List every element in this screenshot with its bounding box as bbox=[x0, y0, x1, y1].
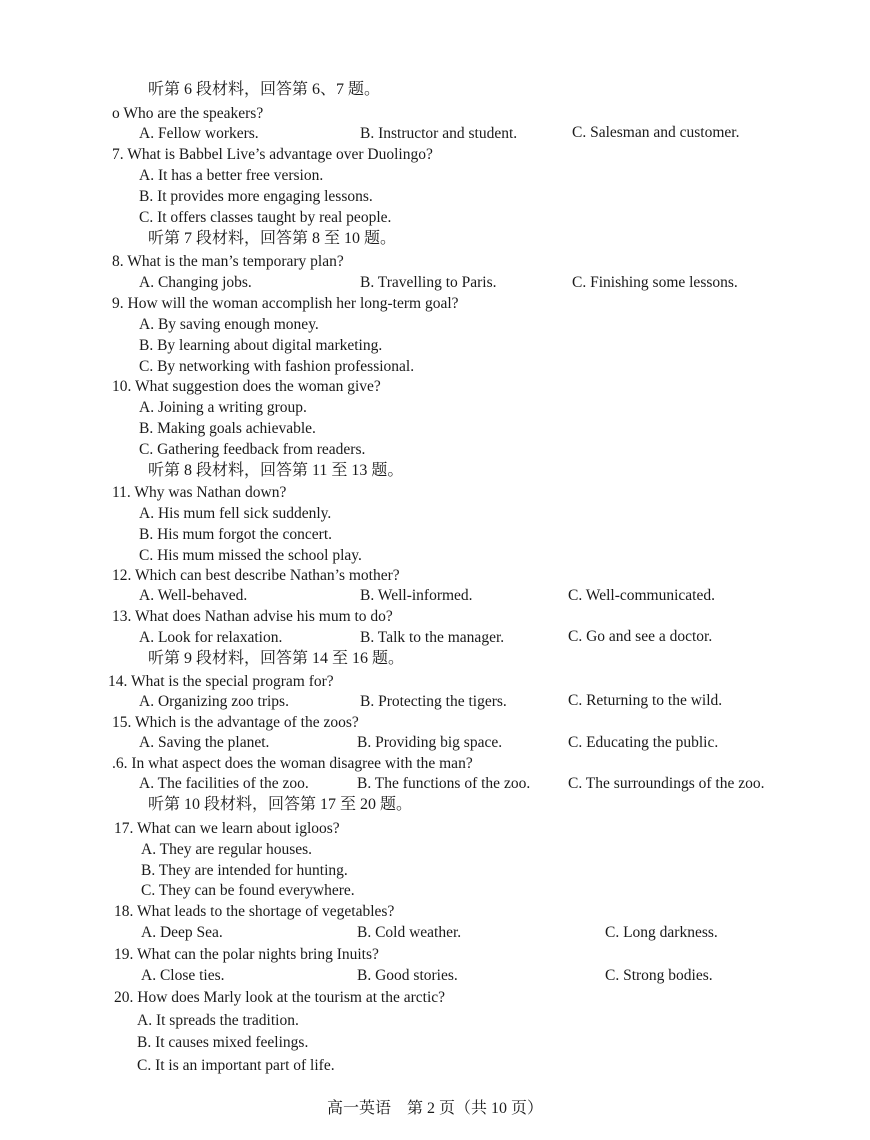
question-text: 15. Which is the advantage of the zoos? bbox=[112, 714, 359, 731]
section-heading: 听第 10 段材料，回答第 17 至 20 题。 bbox=[148, 796, 413, 813]
option-c: C. By networking with fashion professional. bbox=[139, 358, 415, 375]
option-a: A. Well-behaved. bbox=[139, 587, 248, 604]
option-b: B. Providing big space. bbox=[357, 734, 503, 751]
option-c: C. Returning to the wild. bbox=[568, 692, 723, 709]
option-c: C. Gathering feedback from readers. bbox=[139, 441, 366, 458]
option-a: A. Saving the planet. bbox=[139, 734, 270, 751]
option-a: A. Deep Sea. bbox=[141, 924, 223, 941]
option-b: B. It provides more engaging lessons. bbox=[139, 188, 373, 205]
option-b: B. By learning about digital marketing. bbox=[139, 337, 383, 354]
question-text: 18. What leads to the shortage of vegetables? bbox=[114, 903, 395, 920]
question-text: 19. What can the polar nights bring Inuits? bbox=[114, 946, 379, 963]
option-c: C. Well-communicated. bbox=[568, 587, 715, 604]
option-c: C. It is an important part of life. bbox=[137, 1057, 335, 1074]
option-b: B. His mum forgot the concert. bbox=[139, 526, 333, 543]
option-c: C. Go and see a doctor. bbox=[568, 628, 713, 645]
option-a: A. Close ties. bbox=[141, 967, 225, 984]
option-b: B. Talk to the manager. bbox=[360, 629, 505, 646]
option-b: B. Making goals achievable. bbox=[139, 420, 316, 437]
question-text: 12. Which can best describe Nathan’s mother? bbox=[112, 567, 400, 584]
option-a: A. By saving enough money. bbox=[139, 316, 319, 333]
question-text: .6. In what aspect does the woman disagree with the man? bbox=[112, 755, 473, 772]
option-c: C. It offers classes taught by real people. bbox=[139, 209, 392, 226]
option-c: C. Long darkness. bbox=[605, 924, 718, 941]
option-a: A. Joining a writing group. bbox=[139, 399, 307, 416]
option-c: C. His mum missed the school play. bbox=[139, 547, 362, 564]
option-b: B. Protecting the tigers. bbox=[360, 693, 507, 710]
question-text: 10. What suggestion does the woman give? bbox=[112, 378, 381, 395]
option-b: B. Instructor and student. bbox=[360, 125, 518, 142]
option-a: A. Fellow workers. bbox=[139, 125, 259, 142]
page-footer: 高一英语 第 2 页（共 10 页） bbox=[326, 1100, 543, 1117]
section-heading: 听第 8 段材料，回答第 11 至 13 题。 bbox=[148, 462, 404, 479]
question-text: 17. What can we learn about igloos? bbox=[114, 820, 340, 837]
option-c: C. Finishing some lessons. bbox=[572, 274, 738, 291]
option-b: B. Well-informed. bbox=[360, 587, 473, 604]
section-heading: 听第 6 段材料，回答第 6、7 题。 bbox=[148, 81, 381, 98]
question-text: 7. What is Babbel Live’s advantage over Duolingo? bbox=[112, 146, 433, 163]
option-c: C. The surroundings of the zoo. bbox=[568, 775, 765, 792]
option-a: A. They are regular houses. bbox=[141, 841, 313, 858]
section-heading: 听第 9 段材料，回答第 14 至 16 题。 bbox=[148, 650, 405, 667]
question-text: 20. How does Marly look at the tourism at the arctic? bbox=[114, 989, 446, 1006]
option-b: B. Cold weather. bbox=[357, 924, 462, 941]
option-a: A. It has a better free version. bbox=[139, 167, 324, 184]
option-a: A. Look for relaxation. bbox=[139, 629, 283, 646]
question-text: 9. How will the woman accomplish her long-term goal? bbox=[112, 295, 459, 312]
option-b: B. Travelling to Paris. bbox=[360, 274, 497, 291]
option-c: C. Strong bodies. bbox=[605, 967, 713, 984]
option-c: C. Educating the public. bbox=[568, 734, 719, 751]
option-a: A. The facilities of the zoo. bbox=[139, 775, 309, 792]
option-b: B. Good stories. bbox=[357, 967, 458, 984]
question-text: 8. What is the man’s temporary plan? bbox=[112, 253, 344, 270]
option-b: B. The functions of the zoo. bbox=[357, 775, 531, 792]
option-c: C. Salesman and customer. bbox=[572, 124, 740, 141]
option-a: A. Organizing zoo trips. bbox=[139, 693, 289, 710]
section-heading: 听第 7 段材料，回答第 8 至 10 题。 bbox=[148, 230, 397, 247]
option-a: A. Changing jobs. bbox=[139, 274, 252, 291]
question-text: o Who are the speakers? bbox=[112, 105, 264, 122]
question-text: 11. Why was Nathan down? bbox=[112, 484, 287, 501]
question-text: 14. What is the special program for? bbox=[108, 673, 334, 690]
question-text: 13. What does Nathan advise his mum to do? bbox=[112, 608, 393, 625]
option-a: A. It spreads the tradition. bbox=[137, 1012, 299, 1029]
option-c: C. They can be found everywhere. bbox=[141, 882, 355, 899]
option-b: B. It causes mixed feelings. bbox=[137, 1034, 309, 1051]
option-b: B. They are intended for hunting. bbox=[141, 862, 348, 879]
option-a: A. His mum fell sick suddenly. bbox=[139, 505, 332, 522]
